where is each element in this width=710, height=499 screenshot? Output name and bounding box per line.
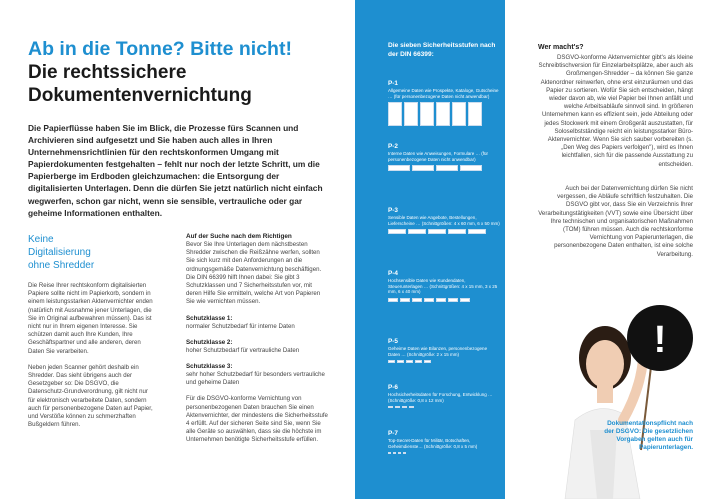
level-description: Sensible Daten wie Angebote, Bestellungen, Lieferscheine … (Schnittgrößen: 4 x 60 mm, 6 x 50 mm) [388, 215, 500, 226]
level-p7 [388, 430, 500, 454]
level-description: Hochsensible Daten wie Kundendaten, Steuerunterlagen … (Schnittgrößen: 4 x 15 mm, 3 x 25 mm, 6 x 40 mm) [388, 278, 498, 295]
level-description: Allgemeine Daten wie Prospekte, Kataloge, Gutscheine … (für personenbezogene Daten nicht anwendbar) [388, 88, 499, 99]
class-3-heading: Schutzklasse 3: [186, 363, 233, 371]
level-p3 [388, 207, 500, 234]
shred-strips-p5 [388, 360, 500, 363]
level-label: P-7 [388, 430, 398, 437]
level-p2 [388, 143, 500, 171]
level-label: P-4 [388, 270, 398, 277]
shred-strips-p4 [388, 298, 500, 302]
kicker-heading: Ab in die Tonne? Bitte nicht! [28, 38, 292, 60]
shred-strips-p2 [388, 165, 500, 171]
level-p5 [388, 338, 500, 363]
class-2-text: hoher Schutzbedarf für vertrauliche Daten [186, 346, 300, 354]
shred-strips-p6 [388, 406, 500, 408]
class-1-heading: Schutzklasse 1: [186, 314, 233, 322]
right-paragraph-1: DSGVO-konforme Aktenvernichter gibt's als kleine Schreibtischversion für Einzelarbeitsplätze, aber auch als Großmengen-Shredder – da können Sie ganze Aktenordner reinwerfen, ohne erst einzuräumen und das Papier zu sortieren. Wofür Sie sich entscheiden, hängt wieder davon ab, wie viel Papier bei Ihnen anfällt und welche Arbeitsabläufe sinnvoll sind. In größeren Unternehmen kann es effizient sein, jede Abteilung oder jedes Stockwerk mit einem Großgerät auszustatten, für Soloselbstständige reicht ein leistungsstarker Büro-Aktenvernichter. Wenn Sie sich sauber vorbereiten (s. „Den Weg des Papiers verfolgen"), wird es Ihnen leichtfallen, sich für die passende Ausstattung zu entscheiden. [538, 54, 693, 168]
level-label: P-3 [388, 207, 398, 214]
column-a-paragraph-2: Neben jeden Scanner gehört deshalb ein Shredder. Das sieht übrigens auch der Gesetzgeber so: Die DSGVO, die Datenschutz-Grundverordnung, gilt nicht nur für elektronisch verarbeitete Daten, sondern auch für personenbezogene Daten auf Papier, und Verstöße können zu schmerzhaften Bußgeldern führen. [28, 363, 153, 429]
class-2-heading: Schutzklasse 2: [186, 338, 233, 346]
column-b-paragraph-1: Bevor Sie Ihre Unterlagen dem nächstbesten Shredder zwischen die Reißzähne werfen, sollten Sie sich kurz mit den Anforderungen an die ordnungsgemäße Datenvernichtung beschäftigen. Die DIN 66399 hilft Ihnen dabei: Sie gibt 3 Schutzklassen und 7 Sicherheitsstufen vor, mit deren Hilfe Sie ermitteln, welche Art von Papieren Sie wie vernichten müssen. [186, 241, 322, 306]
image-caption: Dokumentationspflicht nach der DSGVO: Die gesetzlichen Vorgaben gelten auch für Papierunterlagen. [604, 420, 693, 451]
column-a [28, 233, 156, 437]
woman-with-sign-photo [505, 280, 710, 499]
level-description: Hochsicherheitsdaten für Forschung, Entwicklung … (Schnittgröße: 0,8 x 12 mm) [388, 392, 493, 403]
security-levels-title: Die sieben Sicherheitsstufen nach der DIN 66399: [388, 42, 496, 58]
exclamation-icon: ! [653, 319, 667, 361]
class-1-text: normaler Schutzbedarf für interne Daten [186, 322, 295, 330]
security-levels-panel [355, 0, 505, 499]
right-page [355, 0, 710, 499]
column-a-subhead: Keine Digitalisierung ohne Shredder [28, 234, 95, 271]
right-paragraph-2: Auch bei der Datenvernichtung dürfen Sie nicht vergessen, die Abläufe schriftlich festzuhalten. Die DSGVO gibt vor, dass Sie ein Verzeichnis Ihrer Verarbeitungstätigkeiten (VVT) sowie eine Übersicht über Ihre technischen und organisatorischen Maßnahmen (TOM) führen müssen. Auch die rechtskonforme Vernichtung von Papierunterlagen, die personenbezogene Daten enthalten, ist eine solche Verarbeitung. [538, 185, 693, 258]
level-p4 [388, 270, 500, 302]
level-description: Top-Secret-Daten für Militär, Botschaften, Geheimdienste… (Schnittgröße: 0,8 x 5 mm) [388, 438, 478, 449]
level-p6 [388, 384, 500, 408]
title-line-2: Dokumentenvernichtung [28, 85, 252, 106]
shred-strips-p1 [388, 102, 500, 126]
level-label: P-1 [388, 80, 398, 87]
level-label: P-2 [388, 143, 398, 150]
intro-paragraph: Die Papierflüsse haben Sie im Blick, die Prozesse fürs Scannen und Archivieren sind aufgesetzt und Sie haben auch alles in Ihren Unternehmensrichtlinien für den rechtskonformen Umgang mit Papierdokumenten festgehalten – fehlt nur noch der letzte Schritt, um die Papierberge im Erdboden gleichzumachen: die Entsorgung der digitalisierten Unterlagen. Denn die dürfen Sie jetzt natürlich nicht einfach wegwerfen, schon gar nicht, wenn sie sensible, vertrauliche oder gar geheime Informationen enthalten. [28, 123, 323, 218]
level-p1 [388, 80, 500, 126]
level-label: P-6 [388, 384, 398, 391]
shred-strips-p7 [388, 452, 500, 454]
level-description: Geheime Daten wie Bilanzen, personenbezogene Daten … (Schnittgröße: 2 x 15 mm) [388, 346, 488, 357]
column-a-paragraph-1: Die Reise Ihrer rechtskonform digitalisierten Papiere sollte nicht im Papierkorb, sondern in einem leistungsstarken Aktenvernichter enden (natürlich mit Ausnahme jener Unterlagen, die Sie im Original aufbewahren müssen). Das ist nicht nur in Ihrem eigenen Interesse. Sie schützen damit auch Ihre Kunden, Ihre Geschäftspartner und alle anderen, deren Daten Sie verarbeiten. [28, 282, 153, 355]
shred-strips-p3 [388, 229, 500, 234]
level-label: P-5 [388, 338, 398, 345]
title-line-1: Die rechtssichere [28, 62, 187, 83]
who-does-it-heading: Wer macht's? [538, 44, 584, 51]
level-description: Interne Daten wie Anweisungen, Formulare … (für personenbezogene Daten nicht anwendbar) [388, 151, 489, 162]
column-b-heading: Auf der Suche nach dem Richtigen [186, 233, 292, 240]
class-3-text: sehr hoher Schutzbedarf für besonders vertrauliche und geheime Daten [186, 371, 325, 387]
column-b [186, 233, 328, 453]
column-b-paragraph-2: Für die DSGVO-konforme Vernichtung von personenbezogenen Daten brauchen Sie einen Aktenvernichter, der mindestens die Sicherheitsstufe 4 erfüllt. Auf der sicheren Seite sind Sie, wenn Sie alle Geräte so auswählen, dass sie die höchste im Unternehmen benötigte Sicherheitsstufe erfüllen. [186, 395, 328, 444]
page-title [28, 61, 252, 107]
